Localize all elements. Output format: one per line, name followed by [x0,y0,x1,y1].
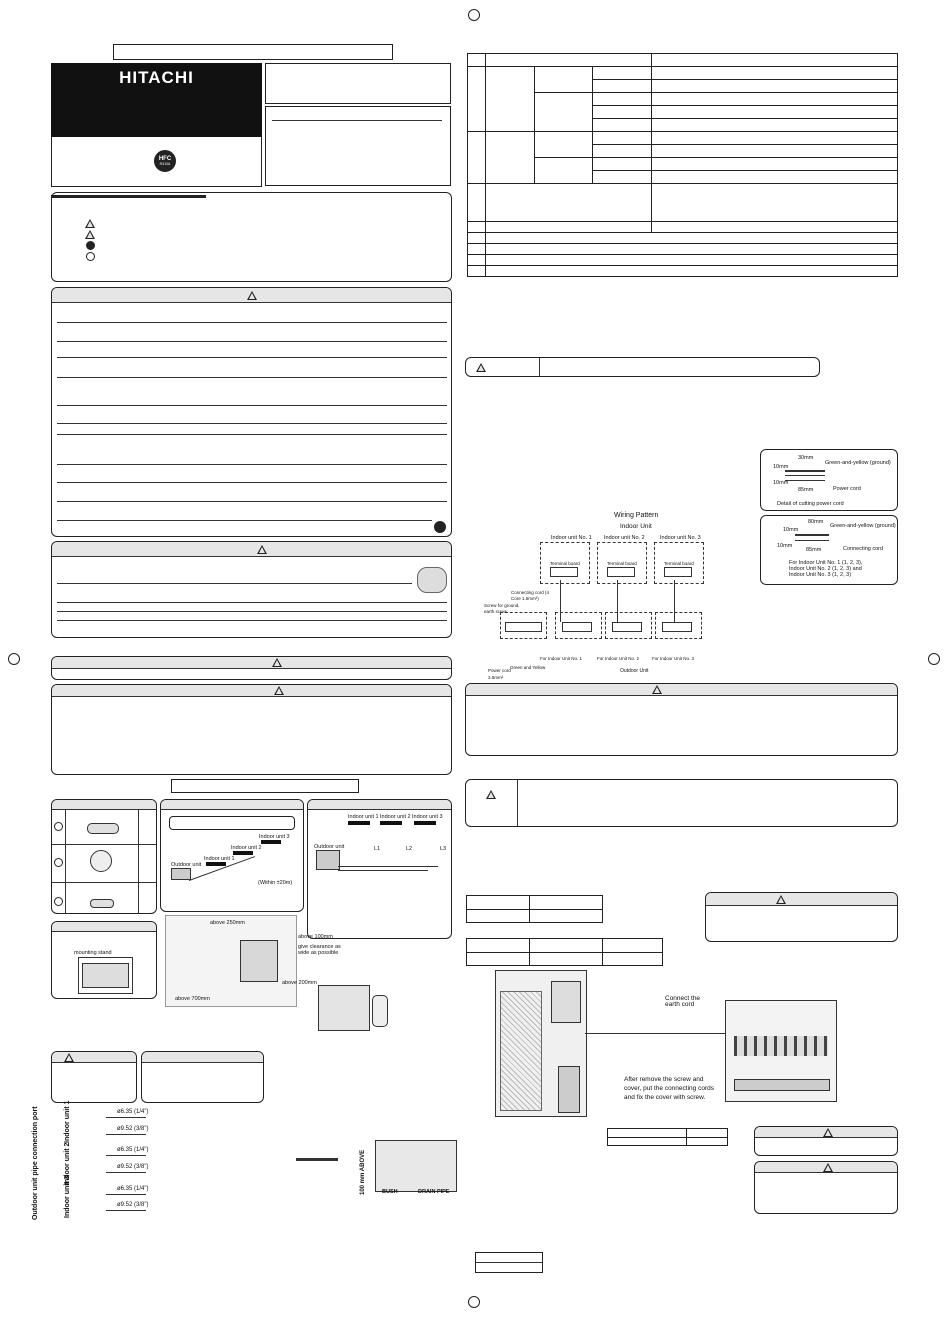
unit-rear-sketch [318,985,370,1031]
note-box-right-1 [754,1126,898,1156]
remove-screw-label: After remove the screw and cover, put the connecting cords and fix the cover with screw. [624,1076,714,1101]
symbols-box [265,106,451,186]
small-table-2 [466,938,663,966]
spec-table [467,53,898,277]
mounting-stand-label: mounting stand [74,950,112,956]
accessory-cap-icon [87,823,119,834]
section-title-frame [171,779,359,793]
wiring-title: Wiring Pattern [614,512,659,519]
connect-earth-label: Connect the earth cord [665,995,701,1008]
hfc-badge: HFC R410A [154,150,176,172]
brand-logo: HITACHI [119,68,194,87]
mounting-stand-box [51,921,157,999]
registration-mark-bottom [468,1296,480,1308]
terminal-closeup [725,1000,837,1102]
wiring-indoor-unit: Indoor Unit [620,523,652,530]
safety-box [51,192,452,282]
cord-detail-1: 30mm 10mm Green-and-yellow (ground) 10mm Power cord 85mm Detail of cutting power cord [760,449,898,511]
title-frame [113,44,393,60]
caution-box-2 [51,684,452,775]
warning-box [51,287,452,537]
warning-mini-box [51,1051,137,1103]
registration-mark-top [468,9,480,21]
right-caution-box [465,779,898,827]
small-caution-box [705,892,898,942]
registration-mark-left [8,653,20,665]
accessory-elbow-icon [90,850,112,872]
model-box [265,63,451,104]
small-table-1 [466,895,603,923]
accessory-bush-icon [90,899,114,908]
outdoor-unit-label: Outdoor unit [171,862,202,868]
banner-lower [51,137,262,187]
caution-box [51,541,452,638]
branch-length-box: Indoor unit 1 Indoor unit 2 Indoor unit 3 Outdoor unit L1 L2 L3 [307,799,452,939]
outdoor-unit-drawing [495,970,587,1117]
note-mini-box [141,1051,264,1103]
right-warning-box [465,683,898,756]
caution-bar-1 [51,656,452,680]
cord-detail-2: 80mm Green-and-yellow (ground) 10mm 10mm Connecting cord 85mm For Indoor Unit No. 1 (1, 2, 3), Indoor Unit No. 2 (1, 2, 3) and Indoor Unit No. 3 (1, 2, 3) [760,515,898,585]
caution-strip [465,357,820,377]
pipe-port-label: Outdoor unit pipe connection port [32,1106,39,1220]
brand-banner [51,63,262,137]
piping-length-box: Outdoor unit Indoor unit 1 Indoor unit 2 Indoor unit 3 (Within ±20m) [160,799,304,912]
registration-mark-right [928,653,940,665]
small-table-3 [607,1128,728,1146]
accessories-box [51,799,157,914]
note-box-right-2 [754,1161,898,1214]
bottom-frame [475,1252,543,1273]
